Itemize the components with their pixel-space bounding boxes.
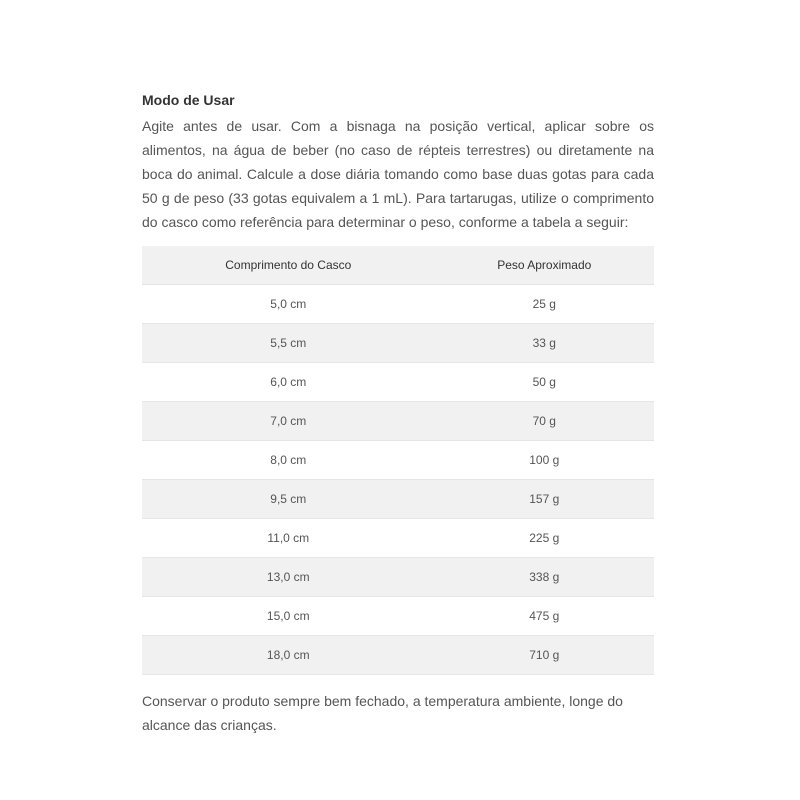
shell-length-cell: 15,0 cm — [142, 597, 435, 636]
weight-cell: 25 g — [435, 285, 654, 324]
table-header-row — [142, 246, 654, 285]
shell-length-cell: 7,0 cm — [142, 402, 435, 441]
shell-length-cell: 5,5 cm — [142, 324, 435, 363]
table-row — [142, 480, 654, 519]
table-row — [142, 558, 654, 597]
table-row — [142, 363, 654, 402]
shell-length-cell: 11,0 cm — [142, 519, 435, 558]
table-row — [142, 519, 654, 558]
shell-length-cell: 9,5 cm — [142, 480, 435, 519]
shell-length-cell: 18,0 cm — [142, 636, 435, 675]
weight-cell: 225 g — [435, 519, 654, 558]
table-row — [142, 324, 654, 363]
weight-cell: 710 g — [435, 636, 654, 675]
column-header-shell-length: Comprimento do Casco — [142, 246, 435, 285]
table-row — [142, 636, 654, 675]
weight-cell: 338 g — [435, 558, 654, 597]
weight-cell: 100 g — [435, 441, 654, 480]
table-row — [142, 402, 654, 441]
weight-cell: 70 g — [435, 402, 654, 441]
weight-cell: 33 g — [435, 324, 654, 363]
weight-cell: 475 g — [435, 597, 654, 636]
intro-paragraph: Agite antes de usar. Com a bisnaga na posição vertical, aplicar sobre os alimentos, na água de beber (no caso de répteis terrestres) ou diretamente na boca do animal. Calcule a dose diária tomando como base duas gotas para cada 50 g de peso (33 gotas equivalem a 1 mL). Para tartarugas, utilize o comprimento do casco como referência para determinar o peso, conforme a tabela a seguir: — [142, 118, 654, 230]
table-row — [142, 597, 654, 636]
shell-length-cell: 8,0 cm — [142, 441, 435, 480]
shell-weight-table — [142, 246, 654, 675]
table-header — [142, 246, 654, 285]
shell-length-cell: 6,0 cm — [142, 363, 435, 402]
column-header-weight: Peso Aproximado — [435, 246, 654, 285]
storage-note: Conservar o produto sempre bem fechado, a temperatura ambiente, longe do alcance das crianças. — [142, 693, 623, 733]
section-title: Modo de Usar — [142, 92, 235, 108]
weight-cell: 157 g — [435, 480, 654, 519]
table-row — [142, 285, 654, 324]
table-row — [142, 441, 654, 480]
shell-length-cell: 13,0 cm — [142, 558, 435, 597]
table-body — [142, 285, 654, 675]
weight-cell: 50 g — [435, 363, 654, 402]
usage-section — [142, 90, 654, 737]
shell-length-cell: 5,0 cm — [142, 285, 435, 324]
